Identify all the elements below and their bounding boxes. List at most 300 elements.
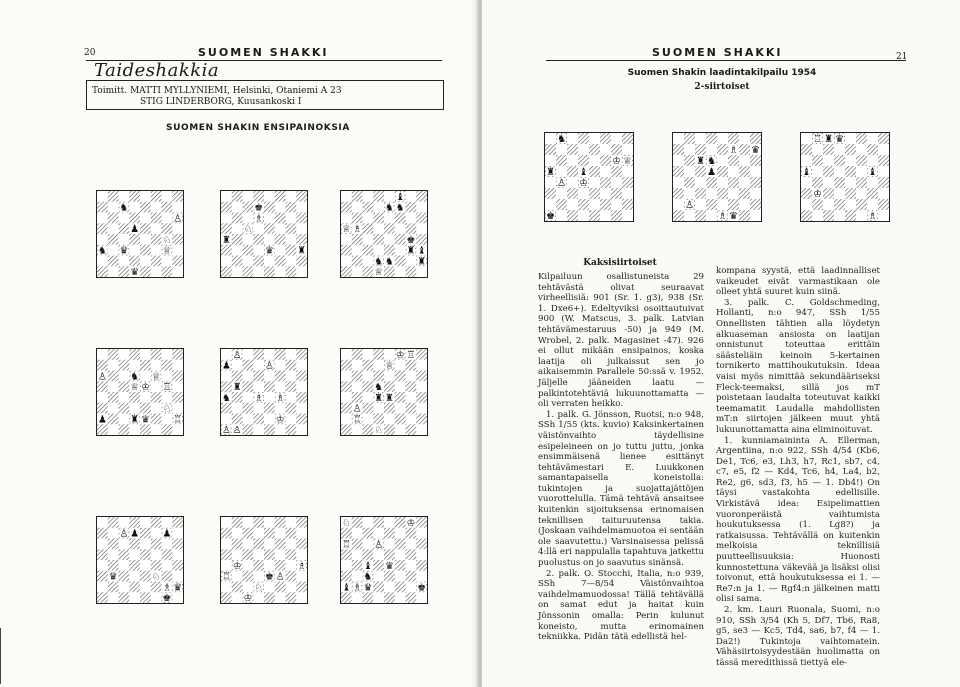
head-rule <box>546 60 906 61</box>
chess-board <box>97 191 183 277</box>
dark-square <box>296 371 307 382</box>
chess-piece-icon: ♕ <box>374 267 384 277</box>
chess-piece-icon: ♗ <box>352 224 362 236</box>
dark-square <box>406 381 417 392</box>
dark-square <box>363 403 374 414</box>
chess-piece-icon: ♜ <box>695 156 706 168</box>
dark-square <box>221 266 232 277</box>
dark-square <box>253 256 264 267</box>
chess-piece-icon: ♙ <box>275 571 285 583</box>
dark-square <box>878 155 889 166</box>
chess-piece-icon: ♗ <box>275 392 285 404</box>
dark-square <box>406 266 417 277</box>
chess-piece-icon: ♙ <box>221 425 231 435</box>
dark-square <box>119 549 130 560</box>
dark-square <box>416 349 427 360</box>
dark-square <box>856 155 867 166</box>
editor-line-1: Toimitt. MATTI MYLLYNIEMI, Helsinki, Otaniemi A 23 <box>92 86 342 96</box>
dark-square <box>151 392 162 403</box>
chess-diagram <box>220 348 308 436</box>
chess-diagram <box>96 348 184 436</box>
dark-square <box>545 188 556 199</box>
chess-piece-icon: ♕ <box>151 371 161 383</box>
dark-square <box>162 549 173 560</box>
chess-board <box>801 133 889 221</box>
dark-square <box>151 560 162 571</box>
dark-square <box>416 392 427 403</box>
dark-square <box>232 213 243 224</box>
dark-square <box>97 202 108 213</box>
left-page <box>0 0 478 687</box>
chess-piece-icon: ♙ <box>374 539 384 551</box>
chess-piece-icon: ♛ <box>728 211 739 221</box>
dark-square <box>363 381 374 392</box>
dark-square <box>717 188 728 199</box>
chess-piece-icon: ♛ <box>834 134 845 146</box>
dark-square <box>162 202 173 213</box>
dark-square <box>232 234 243 245</box>
dark-square <box>352 392 363 403</box>
dark-square <box>823 144 834 155</box>
dark-square <box>296 256 307 267</box>
chess-diagram <box>220 516 308 604</box>
chess-diagram <box>544 132 634 222</box>
dark-square <box>232 517 243 528</box>
chess-piece-icon: ♕ <box>384 360 394 372</box>
dark-square <box>341 403 352 414</box>
dark-square <box>867 144 878 155</box>
dark-square <box>140 571 151 582</box>
chess-piece-icon: ♗ <box>254 213 264 225</box>
dark-square <box>695 188 706 199</box>
section-title: SUOMEN SHAKIN ENSIPAINOKSIA <box>166 123 350 133</box>
dark-square <box>578 155 589 166</box>
dark-square <box>275 256 286 267</box>
dark-square <box>395 539 406 550</box>
dark-square <box>296 349 307 360</box>
chess-piece-icon: ♕ <box>162 245 172 257</box>
dark-square <box>812 199 823 210</box>
chess-piece-icon: ♖ <box>352 414 362 426</box>
dark-square <box>695 144 706 155</box>
chess-piece-icon: ♟ <box>706 167 717 179</box>
dark-square <box>684 155 695 166</box>
dark-square <box>140 360 151 371</box>
chess-piece-icon: ♞ <box>384 202 394 214</box>
dark-square <box>567 188 578 199</box>
dark-square <box>140 266 151 277</box>
chess-piece-icon: ♔ <box>578 178 589 190</box>
chess-piece-icon: ♗ <box>352 582 362 594</box>
chess-piece-icon: ♚ <box>254 202 264 214</box>
dark-square <box>264 592 275 603</box>
chess-piece-icon: ♞ <box>130 371 140 383</box>
dark-square <box>275 349 286 360</box>
dark-square <box>341 528 352 539</box>
dark-square <box>878 199 889 210</box>
chess-piece-icon: ♝ <box>417 245 427 257</box>
dark-square <box>129 517 140 528</box>
dark-square <box>801 210 812 221</box>
dark-square <box>221 223 232 234</box>
chess-piece-icon: ♛ <box>264 245 274 257</box>
chess-piece-icon: ♗ <box>717 211 728 221</box>
dark-square <box>97 223 108 234</box>
dark-square <box>363 528 374 539</box>
dark-square <box>140 403 151 414</box>
chess-piece-icon: ♗ <box>162 582 172 594</box>
dark-square <box>695 210 706 221</box>
dark-square <box>296 213 307 224</box>
dark-square <box>395 517 406 528</box>
dark-square <box>341 592 352 603</box>
dark-square <box>253 234 264 245</box>
dark-square <box>119 571 130 582</box>
chess-piece-icon: ♟ <box>162 528 172 540</box>
dark-square <box>589 144 600 155</box>
dark-square <box>119 592 130 603</box>
chess-piece-icon: ♝ <box>341 582 351 594</box>
dark-square <box>589 166 600 177</box>
dark-square <box>600 155 611 166</box>
dark-square <box>108 371 119 382</box>
dark-square <box>373 560 384 571</box>
dark-square <box>129 191 140 202</box>
column-heading: Kaksisiirtoiset <box>583 258 657 268</box>
dark-square <box>243 266 254 277</box>
dark-square <box>856 199 867 210</box>
dark-square <box>406 424 417 435</box>
article-column-1 <box>538 272 704 643</box>
dark-square <box>739 144 750 155</box>
dark-square <box>119 424 130 435</box>
dark-square <box>395 234 406 245</box>
chess-piece-icon: ♜ <box>232 382 242 394</box>
dark-square <box>129 234 140 245</box>
chess-piece-icon: ♗ <box>867 211 878 221</box>
dark-square <box>341 424 352 435</box>
dark-square <box>706 133 717 144</box>
chess-piece-icon: ♙ <box>97 371 107 383</box>
dark-square <box>129 213 140 224</box>
dark-square <box>406 360 417 371</box>
dark-square <box>750 199 761 210</box>
dark-square <box>341 202 352 213</box>
dark-square <box>172 349 183 360</box>
dark-square <box>162 223 173 234</box>
dark-square <box>129 256 140 267</box>
dark-square <box>622 177 633 188</box>
dark-square <box>384 549 395 560</box>
dark-square <box>119 360 130 371</box>
dark-square <box>812 177 823 188</box>
dark-square <box>363 592 374 603</box>
chess-piece-icon: ♖ <box>406 349 416 361</box>
dark-square <box>140 202 151 213</box>
dark-square <box>578 199 589 210</box>
chess-piece-icon: ♜ <box>221 234 231 246</box>
chess-piece-icon: ♙ <box>556 178 567 190</box>
dark-square <box>151 582 162 593</box>
dark-square <box>363 266 374 277</box>
chess-piece-icon: ♔ <box>275 414 285 426</box>
dark-square <box>728 177 739 188</box>
dark-square <box>151 414 162 425</box>
chess-diagram <box>96 190 184 278</box>
dark-square <box>545 144 556 155</box>
dark-square <box>286 549 297 560</box>
dark-square <box>296 234 307 245</box>
dark-square <box>622 199 633 210</box>
chess-piece-icon: ♜ <box>417 256 427 268</box>
dark-square <box>406 403 417 414</box>
dark-square <box>172 191 183 202</box>
dark-square <box>129 582 140 593</box>
article-column-2 <box>716 266 880 669</box>
chess-piece-icon: ♘ <box>341 517 351 529</box>
dark-square <box>97 403 108 414</box>
dark-square <box>856 177 867 188</box>
dark-square <box>296 191 307 202</box>
dark-square <box>97 528 108 539</box>
chess-piece-icon: ♕ <box>341 224 351 236</box>
chess-diagram <box>672 132 762 222</box>
article-paragraph: 2. palk. O. Stocchi, Italia, n:o 939, SSh 7—8/54 Väistönvaihtoa vaihdelmamuodossa! Tällä tehtävällä on samat edut ja haitat kuin Jönssonin omalla: Perin kulunut koneisto, mutta erinomainen tekniikka. Pidän tätä edellistä hel- <box>538 568 704 643</box>
dark-square <box>578 133 589 144</box>
dark-square <box>108 234 119 245</box>
dark-square <box>286 571 297 582</box>
dark-square <box>140 245 151 256</box>
dark-square <box>129 392 140 403</box>
dark-square <box>140 424 151 435</box>
chess-piece-icon: ♚ <box>417 582 427 594</box>
dark-square <box>406 223 417 234</box>
dark-square <box>384 266 395 277</box>
dark-square <box>845 166 856 177</box>
chess-piece-icon: ♖ <box>221 571 231 583</box>
dark-square <box>221 202 232 213</box>
chess-piece-icon: ♕ <box>622 156 633 168</box>
chess-piece-icon: ♔ <box>140 382 150 394</box>
dark-square <box>373 191 384 202</box>
chess-piece-icon: ♚ <box>264 571 274 583</box>
dark-square <box>286 266 297 277</box>
dark-square <box>341 571 352 582</box>
dark-square <box>172 392 183 403</box>
dark-square <box>673 210 684 221</box>
dark-square <box>172 560 183 571</box>
dark-square <box>728 155 739 166</box>
chess-diagram <box>340 348 428 436</box>
dark-square <box>232 539 243 550</box>
dark-square <box>341 266 352 277</box>
chess-piece-icon: ♞ <box>119 202 129 214</box>
dark-square <box>253 371 264 382</box>
editor-line-2: STIG LINDERBORG, Kuusankoski I <box>140 97 302 107</box>
chess-piece-icon: ♞ <box>556 134 567 146</box>
chess-piece-icon: ♟ <box>97 414 107 426</box>
dark-square <box>108 517 119 528</box>
dark-square <box>264 266 275 277</box>
dark-square <box>108 582 119 593</box>
dark-square <box>373 414 384 425</box>
dark-square <box>567 210 578 221</box>
chess-piece-icon: ♛ <box>108 571 118 583</box>
dark-square <box>384 223 395 234</box>
dark-square <box>264 424 275 435</box>
dark-square <box>140 549 151 560</box>
dark-square <box>243 202 254 213</box>
chess-piece-icon: ♞ <box>363 571 373 583</box>
chess-piece-icon: ♛ <box>173 582 183 594</box>
dark-square <box>845 188 856 199</box>
dark-square <box>352 191 363 202</box>
dark-square <box>845 210 856 221</box>
dark-square <box>108 349 119 360</box>
dark-square <box>108 414 119 425</box>
dark-square <box>221 528 232 539</box>
dark-square <box>611 166 622 177</box>
right-page <box>482 0 960 687</box>
dark-square <box>264 528 275 539</box>
dark-square <box>275 371 286 382</box>
dark-square <box>341 245 352 256</box>
chess-piece-icon: ♞ <box>706 156 717 168</box>
dark-square <box>856 133 867 144</box>
dark-square <box>416 213 427 224</box>
contest-heading: Suomen Shakin laadintakilpailu 1954 <box>627 68 817 78</box>
dark-square <box>384 592 395 603</box>
chess-piece-icon: ♞ <box>374 382 384 394</box>
dark-square <box>384 528 395 539</box>
article-paragraph: Kilpailuun osallistuneista 29 tehtävästä olivat seuraavat virheellisiä: 901 (Sr. 1. g3), 938 (Sr. 1. Dxe6+). Edeltyviksi osoittautuivat 900 (W. Matscus, 3. palk. Latvian tehtävämestaruus -50) ja 949 (M. Wrobel, 2. palk. Magasinet -47). 926 ei ollut mikään ensipainos, koska laatija oli julkaissut sen jo aikaisemmin Parallele 50:ssä v. 1952. Jäljelle jääneiden laatu — palkintotehtäviä lukuunottamatta — oli verraten heikko. <box>538 272 704 410</box>
chess-piece-icon: ♜ <box>374 392 384 404</box>
chess-piece-icon: ♟ <box>130 528 140 540</box>
dark-square <box>416 234 427 245</box>
chess-piece-icon: ♚ <box>162 593 172 603</box>
dark-square <box>108 392 119 403</box>
chess-piece-icon: ♙ <box>264 360 274 372</box>
chess-piece-icon: ♛ <box>750 145 761 157</box>
dark-square <box>243 403 254 414</box>
chess-piece-icon: ♘ <box>254 582 264 594</box>
dark-square <box>151 539 162 550</box>
dark-square <box>363 360 374 371</box>
chess-piece-icon: ♕ <box>130 382 140 394</box>
dark-square <box>352 349 363 360</box>
dark-square <box>406 528 417 539</box>
dark-square <box>341 549 352 560</box>
chess-piece-icon: ♚ <box>545 211 556 221</box>
dark-square <box>108 213 119 224</box>
dark-square <box>275 234 286 245</box>
chess-piece-icon: ♜ <box>545 167 556 179</box>
dark-square <box>684 133 695 144</box>
chess-piece-icon: ♔ <box>232 560 242 572</box>
dark-square <box>739 166 750 177</box>
dark-square <box>406 549 417 560</box>
dark-square <box>286 403 297 414</box>
dark-square <box>373 517 384 528</box>
dark-square <box>823 166 834 177</box>
chess-diagram <box>800 132 890 222</box>
chess-piece-icon: ♙ <box>232 425 242 435</box>
chess-piece-icon: ♘ <box>243 224 253 236</box>
dark-square <box>717 166 728 177</box>
chess-diagram <box>340 516 428 604</box>
dark-square <box>108 539 119 550</box>
dark-square <box>151 256 162 267</box>
chess-piece-icon: ♘ <box>151 571 161 583</box>
chess-piece-icon: ♙ <box>119 528 129 540</box>
dark-square <box>108 256 119 267</box>
dark-square <box>140 223 151 234</box>
dark-square <box>878 177 889 188</box>
dark-square <box>232 414 243 425</box>
dark-square <box>341 381 352 392</box>
dark-square <box>352 539 363 550</box>
dark-square <box>384 245 395 256</box>
dark-square <box>416 371 427 382</box>
dark-square <box>286 223 297 234</box>
dark-square <box>812 155 823 166</box>
chess-board <box>341 349 427 435</box>
dark-square <box>232 191 243 202</box>
dark-square <box>253 517 264 528</box>
dark-square <box>296 392 307 403</box>
dark-square <box>286 360 297 371</box>
dark-square <box>750 155 761 166</box>
dark-square <box>221 549 232 560</box>
running-head: SUOMEN SHAKKI <box>652 46 783 59</box>
dark-square <box>129 560 140 571</box>
dark-square <box>151 517 162 528</box>
dark-square <box>611 188 622 199</box>
dark-square <box>275 582 286 593</box>
dark-square <box>384 381 395 392</box>
dark-square <box>296 414 307 425</box>
chess-piece-icon: ♔ <box>406 517 416 529</box>
dark-square <box>739 188 750 199</box>
dark-square <box>172 517 183 528</box>
dark-square <box>363 223 374 234</box>
dark-square <box>253 191 264 202</box>
dark-square <box>834 155 845 166</box>
chess-board <box>221 517 307 603</box>
dark-square <box>823 188 834 199</box>
dark-square <box>556 155 567 166</box>
dark-square <box>352 234 363 245</box>
chess-board <box>673 133 761 221</box>
chess-piece-icon: ♞ <box>221 392 231 404</box>
dark-square <box>151 213 162 224</box>
dark-square <box>341 360 352 371</box>
dark-square <box>129 349 140 360</box>
chess-piece-icon: ♘ <box>374 425 384 435</box>
column-title: Taideshakkia <box>94 60 220 81</box>
dark-square <box>352 371 363 382</box>
dark-square <box>264 202 275 213</box>
dark-square <box>406 571 417 582</box>
dark-square <box>684 177 695 188</box>
chess-diagram <box>96 516 184 604</box>
dark-square <box>243 528 254 539</box>
dark-square <box>611 210 622 221</box>
dark-square <box>706 177 717 188</box>
chess-piece-icon: ♘ <box>162 234 172 246</box>
chess-piece-icon: ♚ <box>406 234 416 246</box>
running-head: SUOMEN SHAKKI <box>198 46 329 59</box>
